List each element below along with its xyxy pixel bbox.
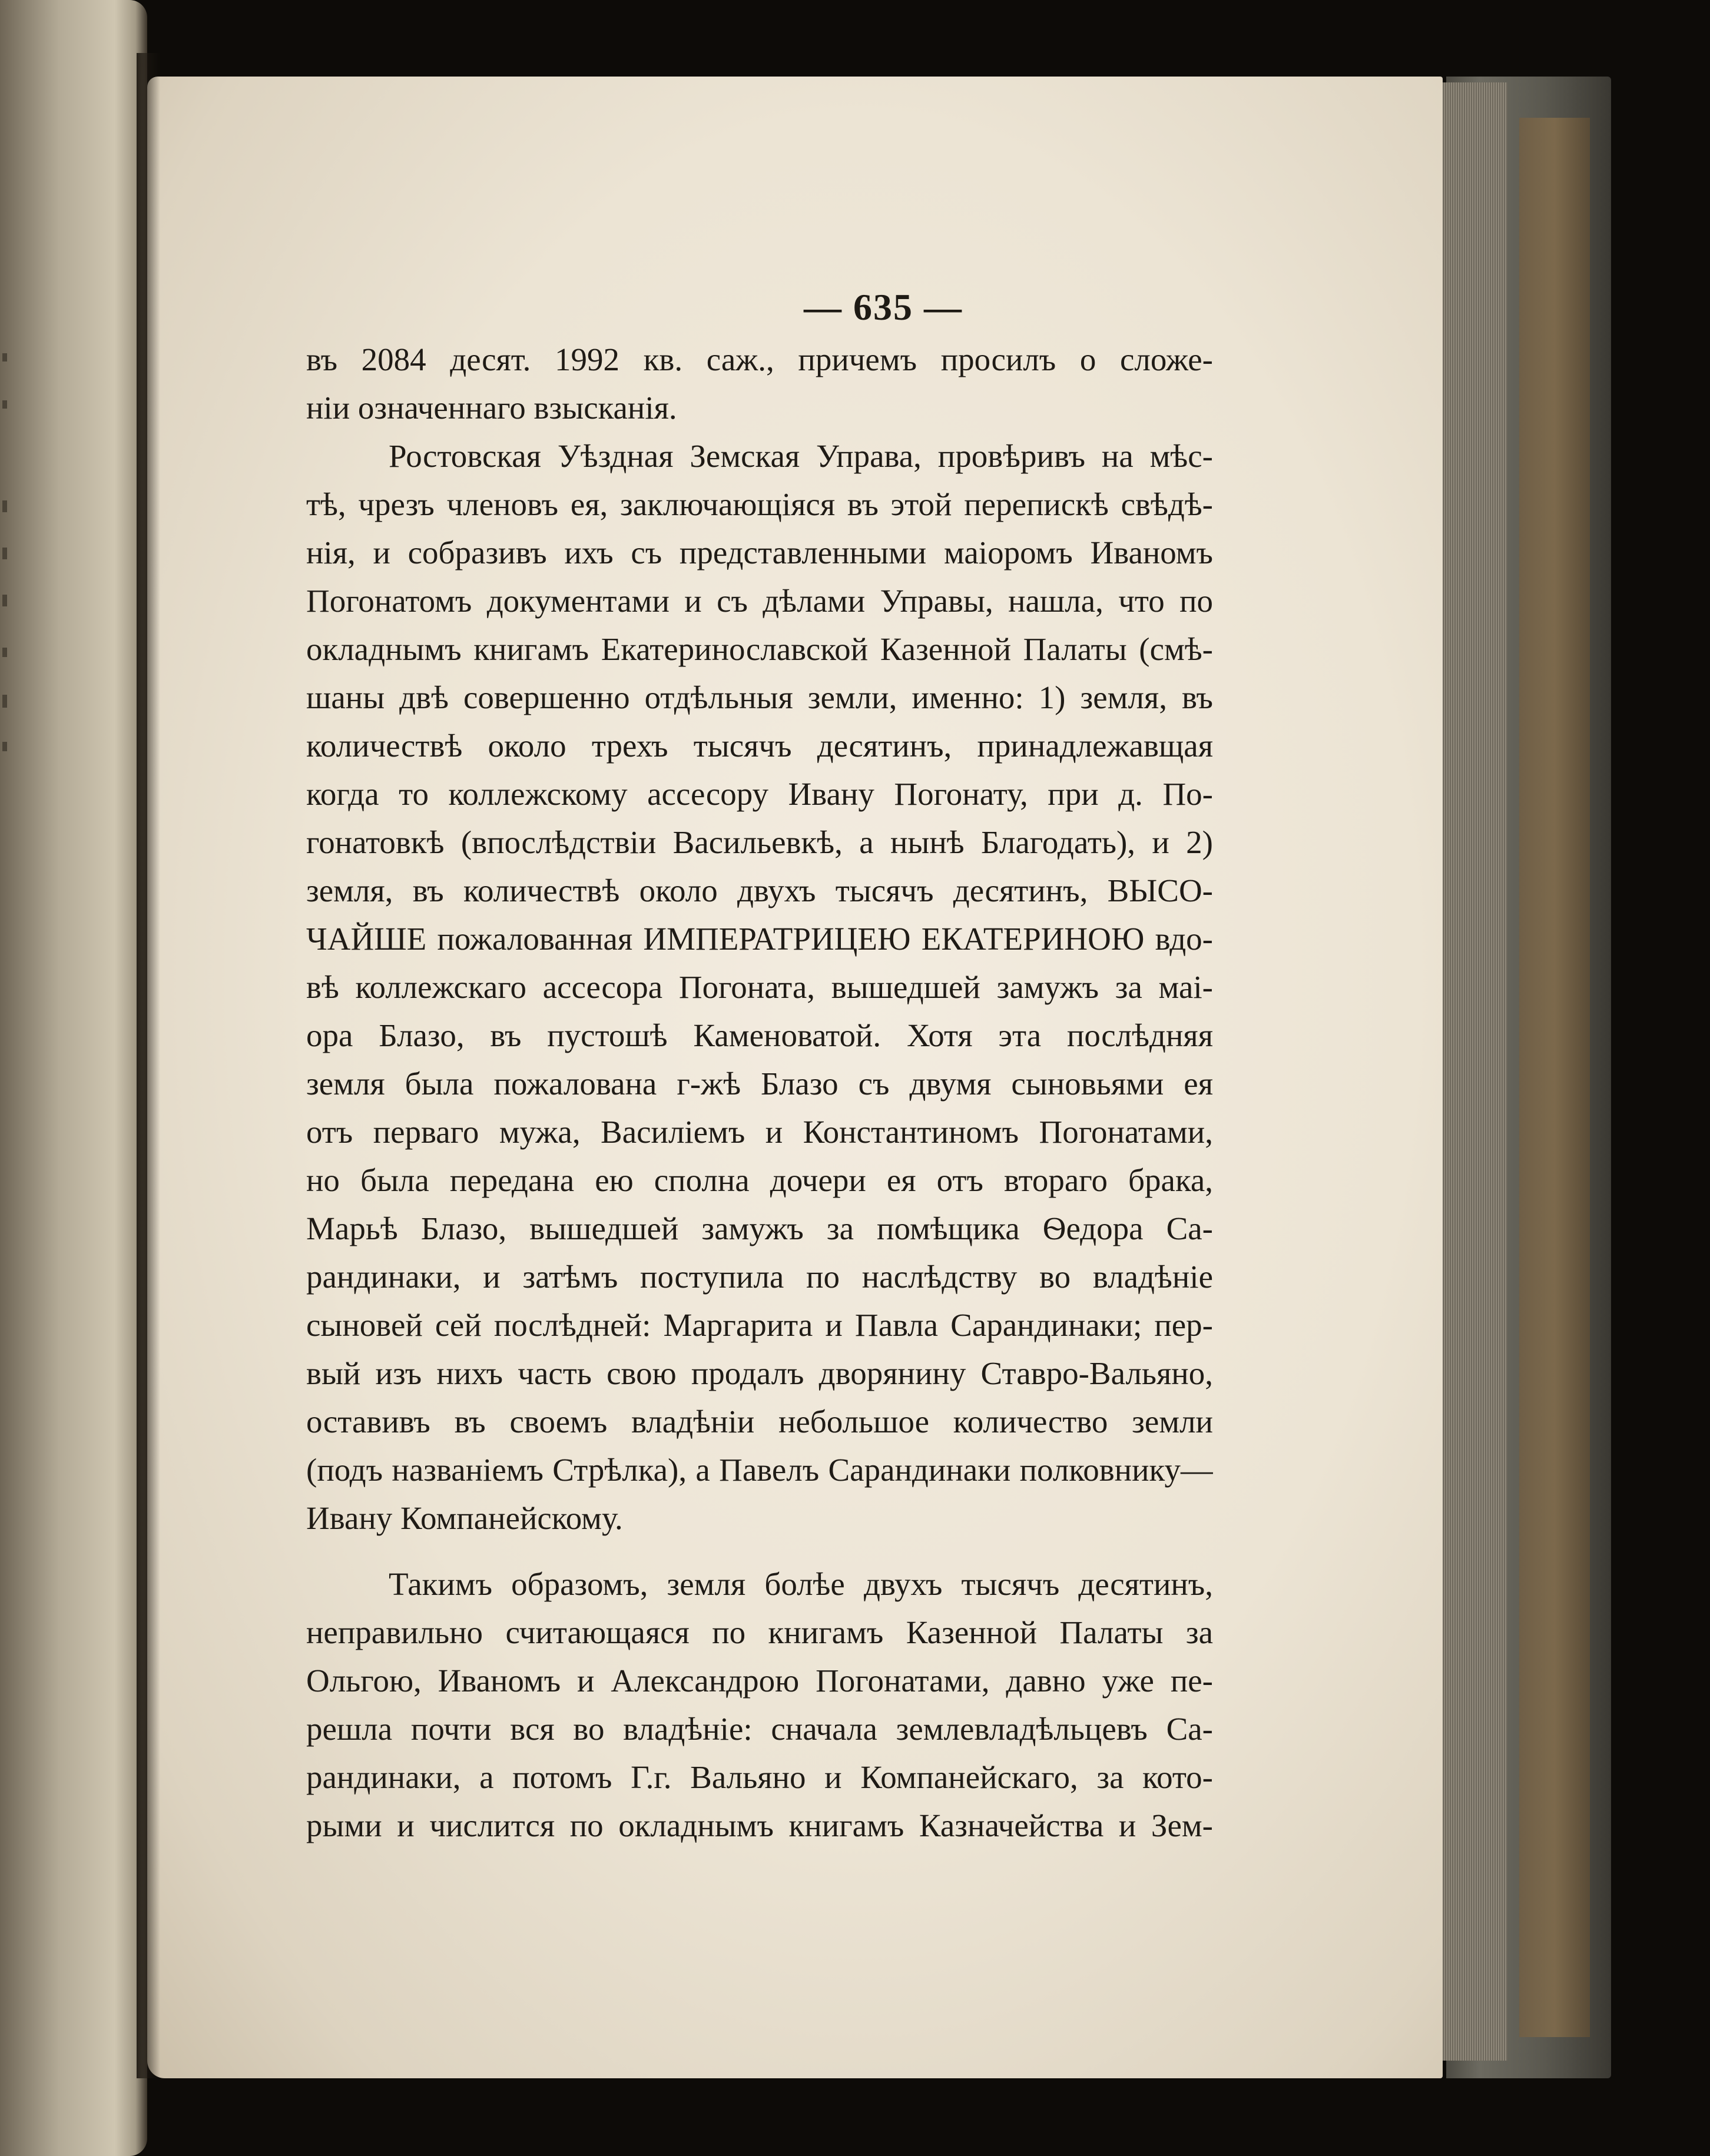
- left-page-text-fragments: [2, 353, 14, 765]
- gutter-shadow: [137, 53, 160, 2078]
- text-line: шаны двѣ совершенно отдѣльныя земли, именно: 1) земля, въ: [306, 679, 1213, 715]
- text-line: въ 2084 десят. 1992 кв. саж., причемъ просилъ о сложе-: [306, 341, 1213, 377]
- paragraph-gap: [306, 1543, 1213, 1560]
- text-line: Марьѣ Блазо, вышедшей замужъ за помѣщика Ѳедора Са-: [306, 1210, 1213, 1246]
- text-line: рандинаки, и затѣмъ поступила по наслѣдству во владѣніе: [306, 1259, 1213, 1295]
- text-line: Такимъ образомъ, земля болѣе двухъ тысячъ десятинъ,: [389, 1566, 1213, 1602]
- text-line: Ольгою, Иваномъ и Александрою Погонатами, давно уже пе-: [306, 1663, 1213, 1699]
- text-line: гонатовкѣ (впослѣдствіи Васильевкѣ, а нынѣ Благодать), и 2): [306, 824, 1213, 860]
- cover-spine-edge: [1519, 118, 1590, 2037]
- text-line: ніи означеннаго взысканія.: [306, 390, 677, 426]
- text-line: земля была пожалована г-жѣ Блазо съ двумя сыновьями ея: [306, 1066, 1213, 1102]
- text-line: вый изъ нихъ часть свою продалъ дворянину Ставро-Вальяно,: [306, 1355, 1213, 1391]
- text-line: отъ перваго мужа, Василіемъ и Константиномъ Погонатами,: [306, 1114, 1213, 1150]
- page-text: [306, 336, 1213, 1850]
- text-line: рыми и числится по окладнымъ книгамъ Казначейства и Зем-: [306, 1807, 1213, 1843]
- text-line: ЧАЙШЕ пожалованная ИМПЕРАТРИЦЕЮ ЕКАТЕРИНОЮ вдо-: [306, 921, 1213, 957]
- text-line: количествѣ около трехъ тысячъ десятинъ, принадлежавщая: [306, 728, 1213, 764]
- text-line: ора Блазо, въ пустошѣ Каменоватой. Хотя эта послѣдняя: [306, 1017, 1213, 1053]
- page-block-edges: [1437, 82, 1507, 2061]
- text-line: оставивъ въ своемъ владѣніи небольшое количество земли: [306, 1404, 1213, 1439]
- text-line: нія, и собразивъ ихъ съ представленными маіоромъ Иваномъ: [306, 535, 1213, 570]
- text-line: рандинаки, а потомъ Г.г. Вальяно и Компанейскаго, за кото-: [306, 1759, 1213, 1795]
- text-line: Ростовская Уѣздная Земская Управа, провѣривъ на мѣс-: [389, 438, 1213, 474]
- text-line: вѣ коллежскаго ассесора Погоната, вышедшей замужъ за маі-: [306, 969, 1213, 1005]
- left-facing-page: [0, 0, 147, 2156]
- text-line: сыновей сей послѣдней: Маргарита и Павла Сарандинаки; пер-: [306, 1307, 1213, 1343]
- text-line: тѣ, чрезъ членовъ ея, заключающіяся въ этой перепискѣ свѣдѣ-: [306, 486, 1213, 522]
- text-line: Ивану Компанейскому.: [306, 1500, 623, 1536]
- text-line: неправильно считающаяся по книгамъ Казенной Палаты за: [306, 1614, 1213, 1650]
- text-line: земля, въ количествѣ около двухъ тысячъ десятинъ, ВЫСО-: [306, 873, 1213, 908]
- text-line: но была передана ею сполна дочери ея отъ втораго брака,: [306, 1162, 1213, 1198]
- text-line: окладнымъ книгамъ Екатеринославской Казенной Палаты (смѣ-: [306, 631, 1213, 667]
- text-line: когда то коллежскому ассесору Ивану Погонату, при д. По-: [306, 776, 1213, 812]
- page-number: — 635 —: [804, 286, 963, 328]
- text-line: Погонатомъ документами и съ дѣлами Управы, нашла, что по: [306, 583, 1213, 619]
- text-line: (подъ названіемъ Стрѣлка), а Павелъ Сарандинаки полковнику—: [306, 1452, 1213, 1488]
- text-line: решла почти вся во владѣніе: сначала землевладѣльцевъ Са-: [306, 1711, 1213, 1747]
